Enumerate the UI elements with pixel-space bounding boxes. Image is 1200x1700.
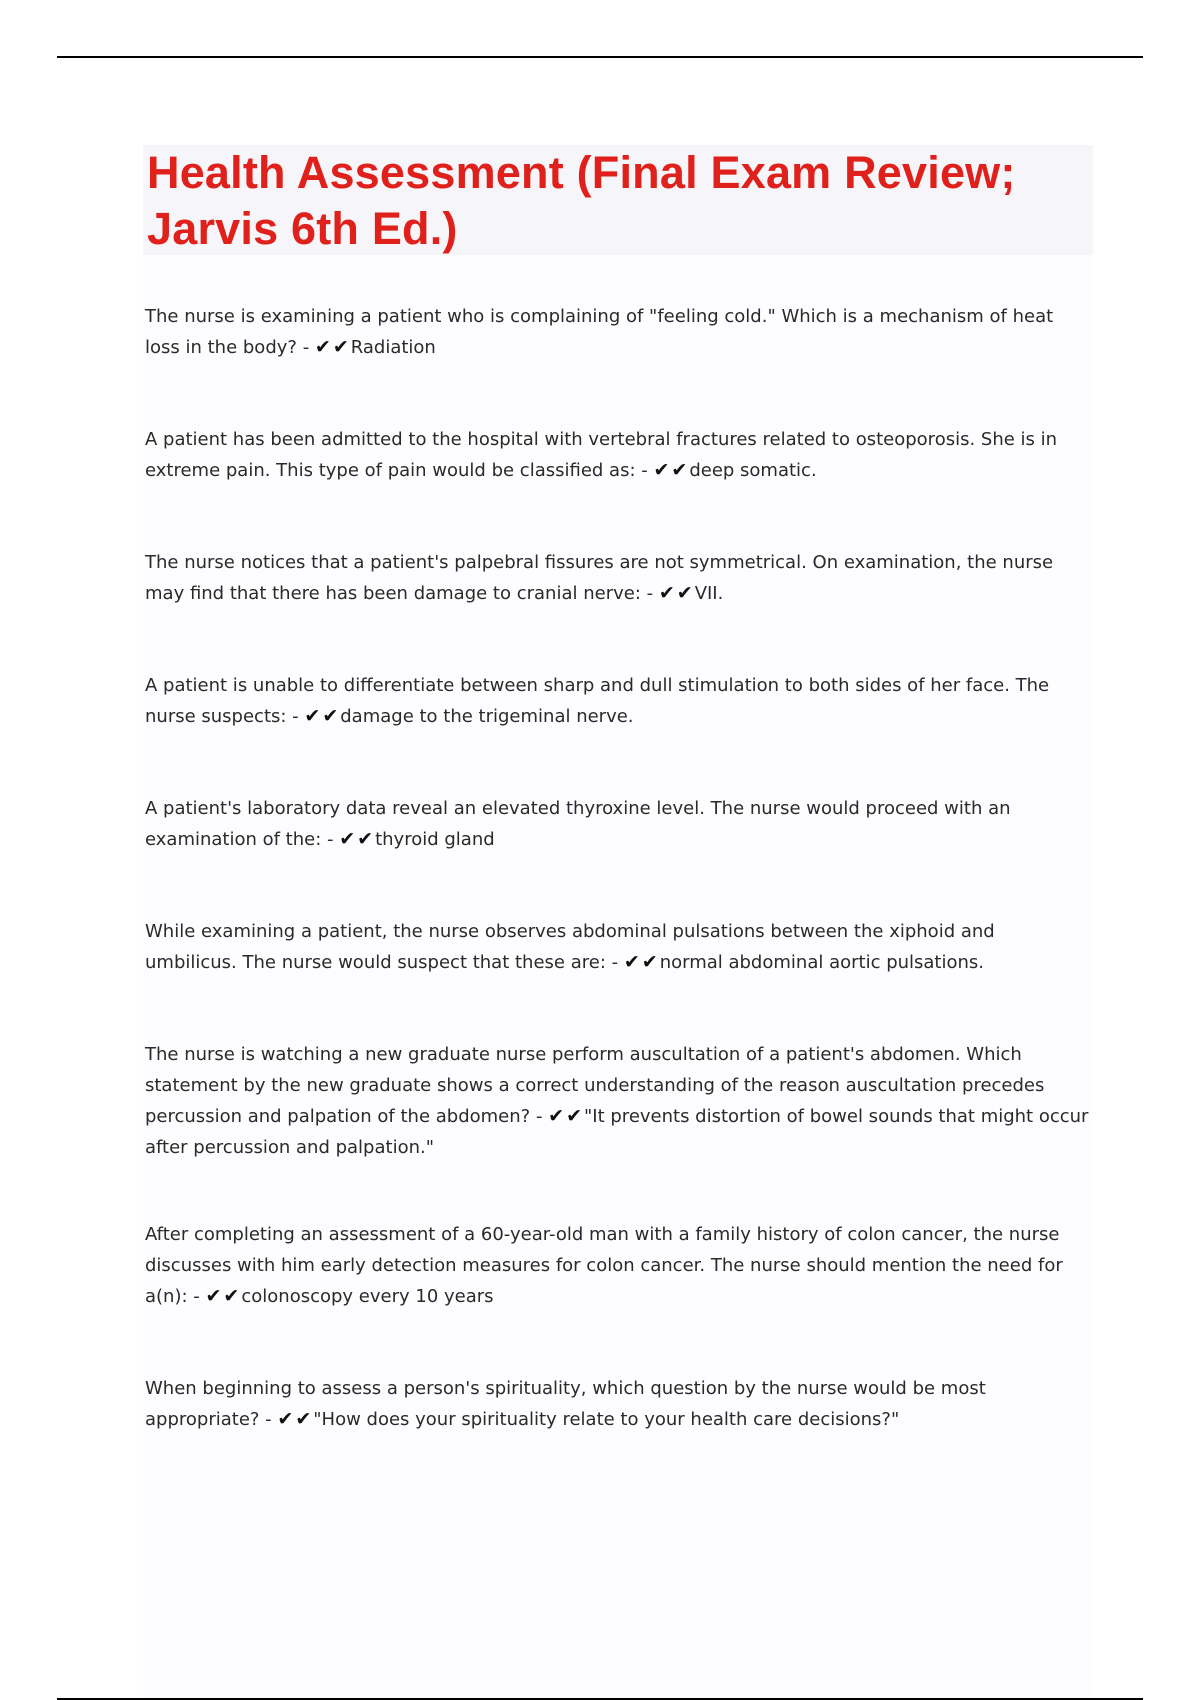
- question-text: When beginning to assess a person's spirituality, which question by the nurse would be most appropriate?: [145, 1378, 986, 1430]
- title-block: [143, 145, 1093, 255]
- answer-text: colonoscopy every 10 years: [241, 1286, 494, 1307]
- qa-item: [145, 547, 1090, 609]
- top-divider: [57, 56, 1143, 58]
- separator: -: [605, 952, 624, 973]
- double-check-icon: ✔✔: [339, 828, 376, 850]
- separator: -: [296, 337, 315, 358]
- qa-item: [145, 1039, 1090, 1163]
- separator: -: [259, 1409, 278, 1430]
- double-check-icon: ✔✔: [658, 582, 695, 604]
- question-text: While examining a patient, the nurse observes abdominal pulsations between the xiphoid and umbilicus. The nurse would suspect that these are:: [145, 921, 995, 973]
- double-check-icon: ✔✔: [277, 1408, 314, 1430]
- answer-text: "How does your spirituality relate to your health care decisions?": [313, 1409, 900, 1430]
- separator: -: [530, 1106, 549, 1127]
- separator: -: [640, 583, 659, 604]
- separator: -: [321, 829, 340, 850]
- question-text: A patient is unable to differentiate between sharp and dull stimulation to both sides of her face. The nurse suspects:: [145, 675, 1050, 727]
- qa-item: [145, 301, 1090, 363]
- answer-text: "It prevents distortion of bowel sounds that might occur after percussion and palpation.": [145, 1106, 1089, 1158]
- separator: -: [286, 706, 305, 727]
- question-text: A patient has been admitted to the hospital with vertebral fractures related to osteoporosis. She is in extreme pain. This type of pain would be classified as:: [145, 429, 1058, 481]
- double-check-icon: ✔✔: [548, 1105, 585, 1127]
- question-text: The nurse notices that a patient's palpebral fissures are not symmetrical. On examination, the nurse may find that there has been damage to cranial nerve:: [145, 552, 1054, 604]
- qa-item: [145, 670, 1090, 732]
- separator: -: [635, 460, 654, 481]
- qa-item: [145, 424, 1090, 486]
- question-text: The nurse is watching a new graduate nurse perform auscultation of a patient's abdomen. Which statement by the new graduate shows a correct understanding of the reason auscultation precedes percussion and palpation of the abdomen?: [145, 1044, 1045, 1127]
- double-check-icon: ✔✔: [623, 951, 660, 973]
- double-check-icon: ✔✔: [304, 705, 341, 727]
- qa-item: [145, 1219, 1090, 1312]
- question-text: A patient's laboratory data reveal an elevated thyroxine level. The nurse would proceed with an examination of the:: [145, 798, 1011, 850]
- answer-text: normal abdominal aortic pulsations.: [659, 952, 985, 973]
- qa-item: [145, 1373, 1090, 1435]
- page-title: Health Assessment (Final Exam Review; Jarvis 6th Ed.): [147, 147, 1016, 254]
- question-text: The nurse is examining a patient who is complaining of "feeling cold." Which is a mechanism of heat loss in the body?: [145, 306, 1054, 358]
- qa-item: [145, 793, 1090, 855]
- answer-text: thyroid gland: [375, 829, 495, 850]
- question-text: After completing an assessment of a 60-year-old man with a family history of colon cancer, the nurse discusses with him early detection measures for colon cancer. The nurse should mention the need for a(n):: [145, 1224, 1063, 1307]
- double-check-icon: ✔✔: [314, 336, 351, 358]
- answer-text: deep somatic.: [689, 460, 817, 481]
- double-check-icon: ✔✔: [653, 459, 690, 481]
- answer-text: VII.: [694, 583, 724, 604]
- answer-text: damage to the trigeminal nerve.: [340, 706, 634, 727]
- double-check-icon: ✔✔: [205, 1285, 242, 1307]
- answer-text: Radiation: [350, 337, 436, 358]
- qa-item: [145, 916, 1090, 978]
- separator: -: [187, 1286, 206, 1307]
